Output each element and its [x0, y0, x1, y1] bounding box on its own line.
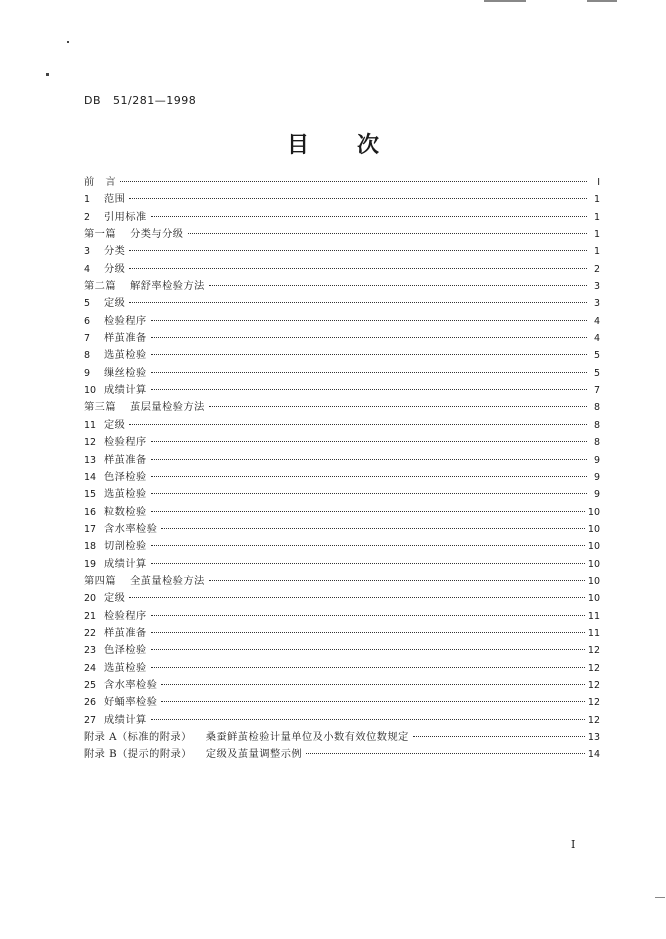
toc-leader-dots [151, 459, 587, 460]
toc-entry-page: 11 [587, 627, 600, 639]
toc-entry-number: 13 [84, 454, 97, 466]
toc-entry-title: 引用标准 [104, 211, 147, 223]
toc-entry-number: 9 [84, 367, 91, 379]
toc-entry-title: 分类 [104, 246, 126, 258]
toc-entry-page: 3 [593, 298, 600, 310]
toc-entry-subtitle: 解舒率检验方法 [130, 281, 205, 293]
toc-entry-title: 缫丝检验 [104, 367, 147, 379]
toc-leader-dots [151, 511, 585, 512]
toc-entry-title: 色泽检验 [104, 471, 147, 483]
toc-entry-number: 14 [84, 471, 97, 483]
toc-entry-page: 8 [593, 402, 600, 414]
toc-entry-label [104, 712, 147, 729]
toc-entry-page: 4 [593, 333, 600, 345]
toc-leader-dots [151, 216, 587, 217]
toc-entry [84, 243, 600, 260]
toc-entry-title: 第一篇 [84, 229, 117, 241]
toc-entry-label [104, 191, 125, 208]
toc-entry-page: 10 [587, 575, 600, 587]
toc-entry-number: 7 [84, 333, 91, 345]
toc-entry-subtitle: 全茧量检验方法 [130, 575, 205, 587]
toc-entry-label [104, 330, 147, 347]
toc-entry-page: 7 [593, 385, 600, 397]
toc-entry-page: 9 [593, 454, 600, 466]
toc-entry-number: 8 [84, 350, 91, 362]
toc-entry-title: 成绩计算 [104, 385, 147, 397]
toc-leader-dots [151, 719, 585, 720]
toc-entry-title: 第四篇 [84, 575, 117, 587]
toc-entry-page: 12 [587, 645, 600, 657]
toc-entry-title: 成绩计算 [104, 558, 147, 570]
toc-leader-dots [120, 181, 587, 182]
toc-entry-title: 附录 A（标准的附录） [84, 732, 192, 743]
toc-entry-number: 2 [84, 211, 91, 223]
toc-entry-number: 15 [84, 489, 97, 501]
toc-entry-label [104, 504, 147, 521]
toc-entry-label [104, 347, 147, 364]
toc-entry-number: 6 [84, 315, 91, 327]
toc-entry-page: 1 [593, 211, 600, 223]
toc-entry-page: 2 [593, 263, 600, 275]
toc-leader-dots [161, 701, 584, 702]
toc-entry [84, 729, 600, 746]
toc-entry-page: 11 [587, 610, 600, 622]
toc-leader-dots [151, 441, 587, 442]
toc-leader-dots [161, 528, 584, 529]
toc-entry [84, 417, 600, 434]
scan-edge-mark [484, 0, 526, 2]
page-folio: I [571, 838, 576, 851]
toc-entry-number: 21 [84, 610, 97, 622]
toc-entry-page: 1 [593, 194, 600, 206]
toc-entry-page: 10 [587, 593, 600, 605]
toc-entry-label [104, 295, 125, 312]
toc-leader-dots [151, 493, 587, 494]
toc-entry-title: 粒数检验 [104, 506, 147, 518]
toc-entry-label [104, 642, 147, 659]
toc-entry [84, 452, 600, 469]
toc-entry-number: 24 [84, 662, 97, 674]
toc-entry-label [104, 434, 147, 451]
toc-entry-label [84, 174, 116, 191]
toc-entry-label [104, 660, 147, 677]
toc-entry [84, 746, 600, 763]
toc-leader-dots [151, 563, 585, 564]
toc-entry-number: 20 [84, 593, 97, 605]
table-of-contents [84, 174, 600, 764]
toc-entry-label [84, 226, 184, 243]
toc-leader-dots [129, 250, 587, 251]
toc-entry-label [104, 469, 147, 486]
scan-speck [46, 73, 49, 76]
toc-entry [84, 278, 600, 295]
toc-entry [84, 469, 600, 486]
toc-entry-number: 5 [84, 298, 91, 310]
scan-edge-mark [655, 897, 665, 898]
toc-entry [84, 365, 600, 382]
toc-entry-subtitle: 茧层量检验方法 [130, 402, 205, 414]
toc-entry-page: 1 [593, 246, 600, 258]
toc-entry [84, 590, 600, 607]
toc-entry-label [104, 625, 147, 642]
toc-entry [84, 434, 600, 451]
toc-entry-label [104, 209, 147, 226]
toc-entry-title: 样茧准备 [104, 627, 147, 639]
toc-entry-title: 含水率检验 [104, 523, 158, 535]
toc-leader-dots [151, 372, 587, 373]
toc-entry-number: 12 [84, 437, 97, 449]
toc-entry [84, 382, 600, 399]
toc-entry-title: 成绩计算 [104, 714, 147, 726]
toc-entry-page: I [597, 177, 600, 188]
toc-leader-dots [151, 615, 585, 616]
toc-entry-subtitle: 桑蚕鲜茧检验计量单位及小数有效位数规定 [205, 732, 409, 743]
standard-number: 51/281—1998 [113, 94, 197, 107]
toc-entry-number: 3 [84, 246, 91, 258]
toc-entry-page: 5 [593, 350, 600, 362]
toc-entry-page: 10 [587, 506, 600, 518]
toc-leader-dots [129, 268, 587, 269]
toc-entry-title: 定级 [104, 593, 126, 605]
toc-entry-page: 1 [593, 229, 600, 241]
toc-entry-number: 22 [84, 627, 97, 639]
toc-entry-title: 色泽检验 [104, 645, 147, 657]
standard-code [84, 94, 196, 107]
toc-entry-page: 12 [587, 679, 600, 691]
toc-leader-dots [129, 597, 585, 598]
toc-entry-page: 12 [587, 714, 600, 726]
toc-leader-dots [188, 233, 588, 234]
toc-entry-title: 前 言 [84, 177, 117, 188]
toc-leader-dots [151, 337, 587, 338]
toc-entry-title: 检验程序 [104, 610, 147, 622]
toc-entry-label [104, 590, 125, 607]
toc-entry-number: 11 [84, 419, 97, 431]
toc-entry-label [84, 729, 409, 746]
standard-prefix: DB [84, 94, 102, 107]
toc-entry-number: 4 [84, 263, 91, 275]
toc-entry-label [104, 452, 147, 469]
toc-leader-dots [151, 632, 585, 633]
toc-entry [84, 504, 600, 521]
toc-entry-subtitle: 分类与分级 [130, 229, 184, 241]
toc-entry-page: 10 [587, 541, 600, 553]
toc-leader-dots [161, 684, 584, 685]
toc-entry-title: 分级 [104, 263, 126, 275]
toc-entry-number: 25 [84, 679, 97, 691]
toc-entry-page: 5 [593, 367, 600, 379]
toc-entry-title: 第三篇 [84, 402, 117, 414]
toc-entry-label [104, 417, 125, 434]
toc-entry-number: 17 [84, 523, 97, 535]
toc-entry-label [84, 399, 205, 416]
toc-entry-title: 定级 [104, 419, 126, 431]
toc-title [0, 128, 666, 159]
toc-entry-title: 选茧检验 [104, 489, 147, 501]
toc-entry [84, 521, 600, 538]
toc-entry-page: 10 [587, 523, 600, 535]
toc-entry-title: 定级 [104, 298, 126, 310]
toc-entry-number: 16 [84, 506, 97, 518]
toc-entry [84, 226, 600, 243]
toc-entry [84, 486, 600, 503]
toc-leader-dots [129, 302, 587, 303]
toc-leader-dots [151, 354, 587, 355]
toc-entry-label [104, 313, 147, 330]
toc-entry [84, 538, 600, 555]
toc-leader-dots [151, 667, 585, 668]
toc-leader-dots [209, 580, 585, 581]
scan-edge-mark [587, 0, 617, 2]
toc-entry-page: 3 [593, 281, 600, 293]
toc-entry-title: 含水率检验 [104, 679, 158, 691]
toc-entry-label [104, 261, 125, 278]
toc-leader-dots [209, 285, 587, 286]
toc-leader-dots [129, 424, 587, 425]
toc-entry-page: 14 [587, 749, 600, 761]
toc-entry-label [104, 677, 157, 694]
toc-entry [84, 330, 600, 347]
toc-entry [84, 347, 600, 364]
toc-entry-label [104, 382, 147, 399]
toc-entry-title: 检验程序 [104, 315, 147, 327]
toc-leader-dots [151, 320, 587, 321]
toc-entry [84, 625, 600, 642]
toc-entry-title: 样茧准备 [104, 454, 147, 466]
toc-entry-label [104, 521, 157, 538]
toc-leader-dots [151, 476, 587, 477]
toc-entry-label [84, 573, 205, 590]
toc-entry-number: 10 [84, 385, 97, 397]
toc-entry-title: 检验程序 [104, 437, 147, 449]
toc-entry [84, 712, 600, 729]
toc-entry [84, 694, 600, 711]
toc-entry-label [104, 243, 125, 260]
toc-entry-label [104, 694, 157, 711]
toc-entry-page: 4 [593, 315, 600, 327]
toc-entry-page: 12 [587, 697, 600, 709]
toc-entry-number: 27 [84, 714, 97, 726]
toc-entry-number: 19 [84, 558, 97, 570]
toc-leader-dots [151, 545, 585, 546]
toc-entry-title: 样茧准备 [104, 333, 147, 345]
toc-entry-label [104, 486, 147, 503]
toc-entry-number: 23 [84, 645, 97, 657]
toc-entry-number: 18 [84, 541, 97, 553]
toc-entry-page: 8 [593, 437, 600, 449]
toc-entry [84, 295, 600, 312]
toc-leader-dots [209, 406, 587, 407]
toc-entry-label [104, 365, 147, 382]
toc-leader-dots [151, 389, 587, 390]
toc-entry-title: 附录 B（提示的附录） [84, 749, 192, 761]
toc-entry-label [104, 608, 147, 625]
toc-entry [84, 660, 600, 677]
toc-entry-label [84, 746, 302, 763]
toc-entry [84, 209, 600, 226]
toc-entry [84, 556, 600, 573]
toc-leader-dots [151, 649, 585, 650]
toc-entry [84, 191, 600, 208]
toc-title-char-2: 次 [357, 133, 380, 158]
toc-entry [84, 399, 600, 416]
toc-entry-title: 范围 [104, 194, 126, 206]
toc-entry-title: 切剖检验 [104, 541, 147, 553]
toc-entry-page: 9 [593, 471, 600, 483]
toc-entry [84, 174, 600, 191]
toc-entry-subtitle: 定级及茧量调整示例 [205, 749, 303, 761]
toc-leader-dots [129, 198, 587, 199]
toc-entry [84, 642, 600, 659]
toc-leader-dots [413, 736, 585, 737]
toc-entry [84, 573, 600, 590]
toc-entry-title: 好蛹率检验 [104, 697, 158, 709]
toc-title-char-1: 目 [286, 133, 309, 158]
toc-entry-title: 第二篇 [84, 281, 117, 293]
toc-entry-page: 10 [587, 558, 600, 570]
toc-entry-label [84, 278, 205, 295]
toc-entry-label [104, 556, 147, 573]
toc-entry-page: 12 [587, 662, 600, 674]
toc-leader-dots [306, 753, 585, 754]
toc-entry [84, 608, 600, 625]
toc-entry [84, 261, 600, 278]
toc-entry [84, 677, 600, 694]
toc-entry-page: 9 [593, 489, 600, 501]
toc-entry-page: 13 [587, 732, 600, 743]
toc-entry-label [104, 538, 147, 555]
toc-entry-page: 8 [593, 419, 600, 431]
toc-entry [84, 313, 600, 330]
toc-entry-number: 26 [84, 697, 97, 709]
toc-entry-number: 1 [84, 194, 91, 206]
toc-entry-title: 选茧检验 [104, 662, 147, 674]
scan-speck [67, 41, 69, 43]
toc-entry-title: 选茧检验 [104, 350, 147, 362]
